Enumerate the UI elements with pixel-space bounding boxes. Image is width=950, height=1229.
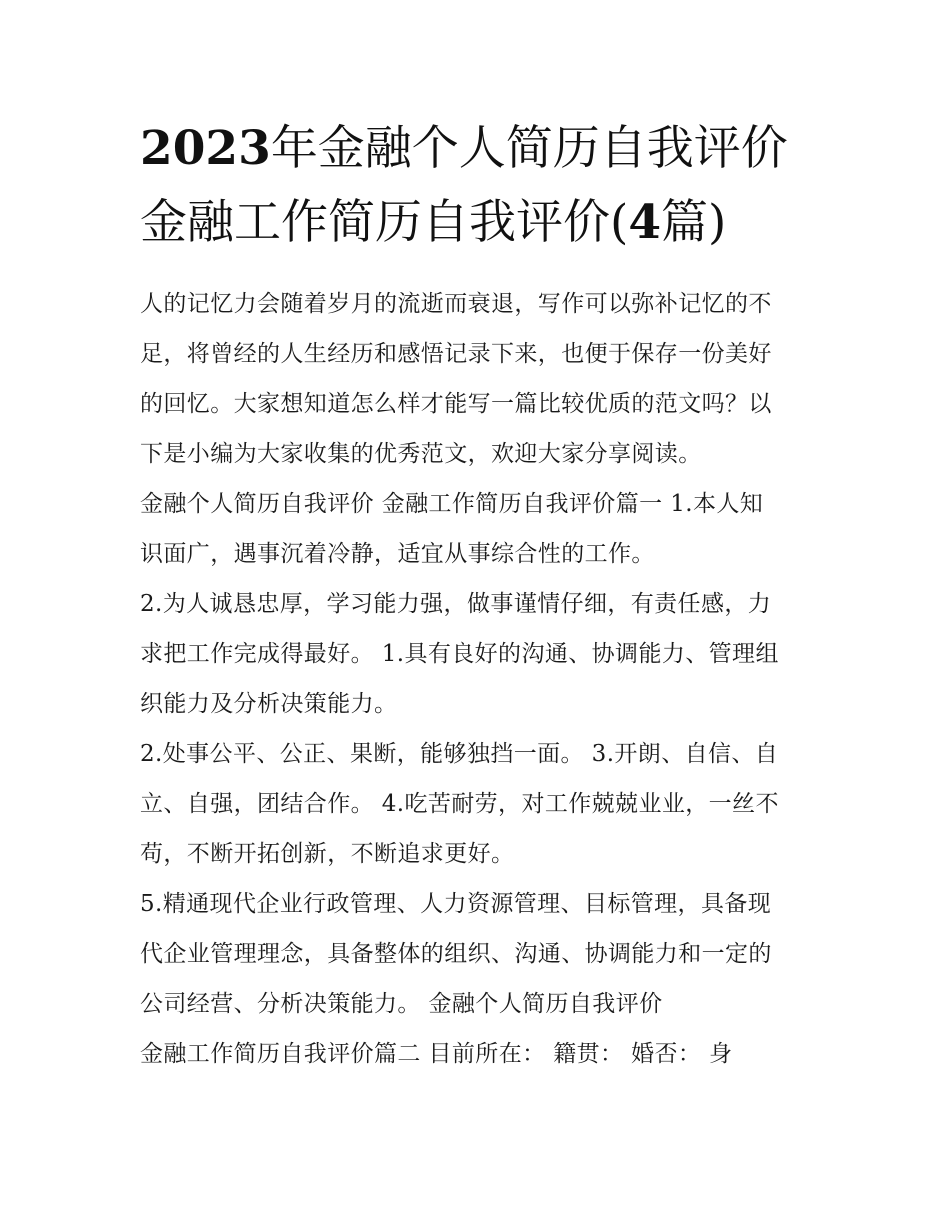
document-content [140, 112, 812, 1079]
text-line: 代企业管理理念，具备整体的组织、沟通、协调能力和一定的 [140, 941, 772, 967]
paragraph-item-2b [140, 729, 812, 879]
text-line: 足，将曾经的人生经历和感悟记录下来，也便于保存一份美好 [140, 341, 772, 367]
text-line: 人的记忆力会随着岁月的流逝而衰退，写作可以弥补记忆的不 [140, 291, 772, 317]
text-line: 公司经营、分析决策能力。 金融个人简历自我评价 [140, 991, 663, 1017]
text-line: 2.为人诚恳忠厚，学习能力强，做事谨情仔细，有责任感，力 [140, 591, 772, 617]
text-line: 金融个人简历自我评价 金融工作简历自我评价篇一 1.本人知 [140, 491, 764, 517]
title-line-1 [140, 112, 812, 186]
title-line-2-end: 篇) [661, 195, 727, 250]
text-line: 金融工作简历自我评价篇二 目前所在： 籍贯： 婚否： 身 [140, 1041, 733, 1067]
paragraph-section-two [140, 1029, 812, 1079]
title-count: 4 [628, 195, 662, 250]
text-line: 苟，不断开拓创新，不断追求更好。 [140, 841, 515, 867]
document-body [140, 279, 812, 1079]
document-title [140, 112, 812, 260]
text-line: 织能力及分析决策能力。 [140, 691, 398, 717]
paragraph-item-2 [140, 579, 812, 729]
title-line-2 [140, 186, 812, 260]
paragraph-item-5 [140, 879, 812, 1029]
title-line-1-text: 年金融个人简历自我评价 [270, 121, 788, 176]
text-line: 求把工作完成得最好。 1.具有良好的沟通、协调能力、管理组 [140, 641, 779, 667]
text-line: 的回忆。大家想知道怎么样才能写一篇比较优质的范文吗？以 [140, 391, 772, 417]
text-line: 2.处事公平、公正、果断，能够独挡一面。 3.开朗、自信、自 [140, 741, 779, 767]
text-line: 识面广，遇事沉着冷静，适宜从事综合性的工作。 [140, 541, 655, 567]
text-line: 下是小编为大家收集的优秀范文，欢迎大家分享阅读。 [140, 441, 702, 467]
title-year: 2023 [140, 121, 271, 176]
text-line: 5.精通现代企业行政管理、人力资源管理、目标管理，具备现 [140, 891, 772, 917]
paragraph-intro [140, 279, 812, 479]
text-line: 立、自强，团结合作。 4.吃苦耐劳，对工作兢兢业业，一丝不 [140, 791, 779, 817]
paragraph-section-one [140, 479, 812, 579]
title-line-2-text: 金融工作简历自我评价( [140, 195, 629, 250]
